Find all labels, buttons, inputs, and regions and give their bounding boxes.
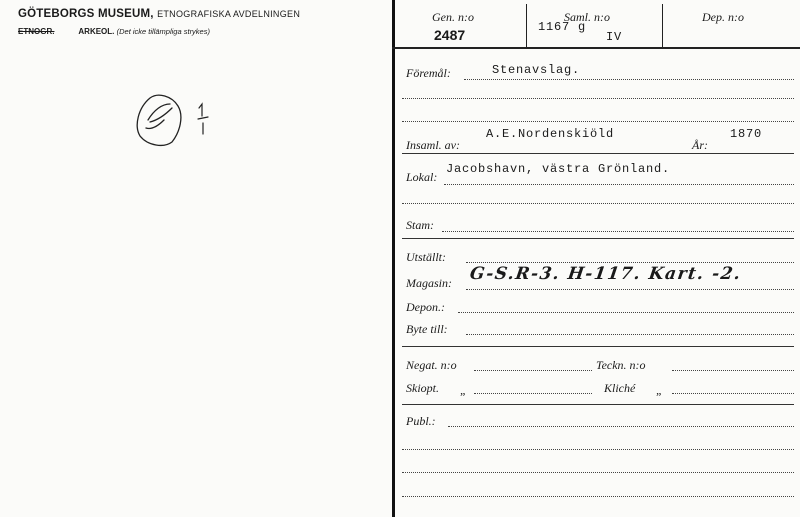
kliche-label: Kliché xyxy=(604,381,636,395)
column-divider xyxy=(526,4,527,47)
department-name: ETNOGRAFISKA AVDELNINGEN xyxy=(157,9,301,19)
strike-note: (Det icke tillämpliga strykes) xyxy=(116,27,210,36)
lokal-line-2 xyxy=(402,203,794,204)
skiopt-ditto: „ xyxy=(460,383,467,397)
utstallt-line xyxy=(466,262,794,263)
category-etnogr: ETNOGR. xyxy=(18,27,55,36)
insaml-value: A.E.Nordenskiöld xyxy=(486,127,615,141)
column-divider xyxy=(662,4,663,47)
foremal-line xyxy=(464,79,794,80)
skiopt-label: Skiopt. xyxy=(406,381,439,395)
stam-label: Stam: xyxy=(406,218,434,232)
gen-value: 2487 xyxy=(434,27,466,43)
byte-label: Byte till: xyxy=(406,322,448,336)
object-sketch xyxy=(128,90,228,152)
stam-line xyxy=(442,231,794,232)
gen-label: Gen. n:o xyxy=(432,10,474,24)
publ-line xyxy=(448,426,794,427)
publ-label: Publ.: xyxy=(406,414,436,428)
foremal-value: Stenavslag. xyxy=(492,63,581,77)
kliche-ditto: „ xyxy=(656,383,663,397)
negat-label: Negat. n:o xyxy=(406,358,457,372)
negat-line xyxy=(474,370,592,371)
depon-line xyxy=(458,312,794,313)
magasin-value: G-S.R-3. H-117. Kart. -2. xyxy=(468,264,743,284)
card-header-divider xyxy=(392,47,800,49)
utstallt-label: Utställt: xyxy=(406,250,447,264)
foremal-label: Föremål: xyxy=(406,66,451,80)
lokal-line xyxy=(444,184,794,185)
section-rule xyxy=(402,346,794,347)
category-line xyxy=(18,27,210,36)
foremal-line-2 xyxy=(402,98,794,99)
publ-line-4 xyxy=(402,496,794,497)
lokal-label: Lokal: xyxy=(406,170,438,184)
magasin-label: Magasin: xyxy=(406,276,452,290)
depon-label: Depon.: xyxy=(406,300,445,314)
ar-value: 1870 xyxy=(730,127,763,141)
scale-mark xyxy=(198,104,208,134)
dep-label: Dep. n:o xyxy=(702,10,744,24)
flake-drawing xyxy=(137,95,181,145)
kliche-line xyxy=(672,393,794,394)
section-rule xyxy=(402,238,794,239)
museum-name: GÖTEBORGS MUSEUM, xyxy=(18,8,154,20)
saml-label: Saml. n:o xyxy=(564,10,610,24)
insaml-label: Insaml. av: xyxy=(406,138,460,152)
foremal-line-3 xyxy=(402,121,794,122)
section-rule xyxy=(402,404,794,405)
saml-value: 1167 g xyxy=(538,20,587,34)
museum-header xyxy=(18,8,300,20)
magasin-line xyxy=(466,289,794,290)
skiopt-line xyxy=(474,393,592,394)
saml-sub-value: IV xyxy=(606,30,623,44)
byte-line xyxy=(466,334,794,335)
lokal-value: Jacobshavn, västra Grönland. xyxy=(446,162,671,176)
publ-line-3 xyxy=(402,472,794,473)
category-arkeol: ARKEOL. xyxy=(78,27,115,36)
card-left-border xyxy=(392,0,395,517)
ar-label: År: xyxy=(692,138,708,152)
publ-line-2 xyxy=(402,449,794,450)
section-rule xyxy=(402,153,794,154)
teckn-line xyxy=(672,370,794,371)
teckn-label: Teckn. n:o xyxy=(596,358,646,372)
